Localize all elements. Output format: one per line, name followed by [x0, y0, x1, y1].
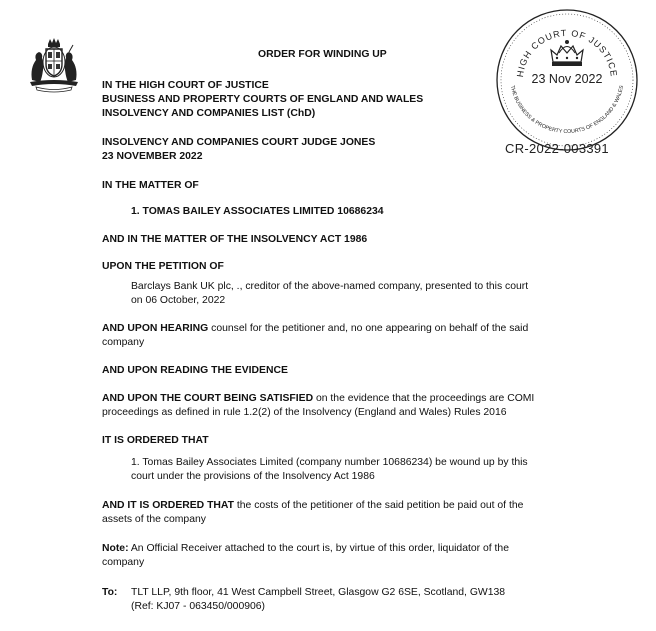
act-heading: AND IN THE MATTER OF THE INSOLVENCY ACT 1986: [102, 234, 368, 245]
seal-arc-top-text: HIGH COURT OF JUSTICE: [514, 27, 619, 78]
costs-text: the costs of the petitioner of the said petition be paid out of the: [234, 500, 524, 511]
in-matter-heading: IN THE MATTER OF: [102, 180, 199, 191]
satisfied-line-1: [102, 392, 548, 406]
note-bold: Note:: [102, 543, 129, 554]
costs-line-2: assets of the company: [102, 514, 206, 525]
court-line-3: INSOLVENCY AND COMPANIES LIST (ChD): [102, 108, 316, 119]
note-line-2: company: [102, 557, 145, 568]
hearing-line-2: company: [102, 337, 145, 348]
to-line-2: (Ref: KJ07 - 063450/000906): [131, 601, 266, 612]
satisfied-line-2: proceedings as defined in rule 1.2(2) of the Insolvency (England and Wales) Rules 2016: [102, 407, 507, 418]
order-date: 23 NOVEMBER 2022: [102, 151, 203, 162]
hearing-line-1: [102, 322, 548, 336]
to-label: To:: [102, 587, 118, 598]
petition-line-1: Barclays Bank UK plc, ., creditor of the above-named company, presented to this court: [131, 281, 529, 292]
royal-coat-of-arms-icon: [24, 36, 84, 94]
evidence-heading: AND UPON READING THE EVIDENCE: [102, 365, 288, 376]
seal-date: 23 Nov 2022: [531, 72, 603, 86]
crown-icon: [551, 40, 583, 66]
to-line-1: TLT LLP, 9th floor, 41 West Campbell Street, Glasgow G2 6SE, Scotland, GW138: [131, 587, 506, 598]
satisfied-bold: AND UPON THE COURT BEING SATISFIED: [102, 393, 314, 404]
ordered-line-2: court under the provisions of the Insolvency Act 1986: [131, 471, 375, 482]
court-line-1: IN THE HIGH COURT OF JUSTICE: [102, 80, 269, 91]
judge-line: INSOLVENCY AND COMPANIES COURT JUDGE JONES: [102, 137, 376, 148]
ordered-heading: IT IS ORDERED THAT: [102, 435, 209, 446]
ordered-line-1: 1. Tomas Bailey Associates Limited (company number 10686234) be wound up by this: [131, 457, 528, 468]
case-number: CR-2022-003391: [505, 141, 609, 156]
hearing-bold: AND UPON HEARING: [102, 323, 209, 334]
document-title: ORDER FOR WINDING UP: [258, 49, 387, 60]
company-item: 1. TOMAS BAILEY ASSOCIATES LIMITED 10686234: [131, 206, 384, 217]
costs-line-1: [102, 499, 548, 513]
satisfied-text: on the evidence that the proceedings are COMI: [313, 393, 535, 404]
note-text: An Official Receiver attached to the court is, by virtue of this order, liquidator of the: [128, 543, 509, 554]
costs-bold: AND IT IS ORDERED THAT: [102, 500, 234, 511]
hearing-text: counsel for the petitioner and, no one appearing on behalf of the said: [208, 323, 529, 334]
note-line-1: [102, 542, 548, 556]
court-line-2: BUSINESS AND PROPERTY COURTS OF ENGLAND AND WALES: [102, 94, 424, 105]
petition-line-2: on 06 October, 2022: [131, 295, 226, 306]
seal-arc-bottom-text: THE BUSINESS & PROPERTY COURTS OF ENGLAND & WALES: [508, 84, 626, 136]
petition-heading: UPON THE PETITION OF: [102, 261, 224, 272]
court-seal: [493, 6, 641, 154]
